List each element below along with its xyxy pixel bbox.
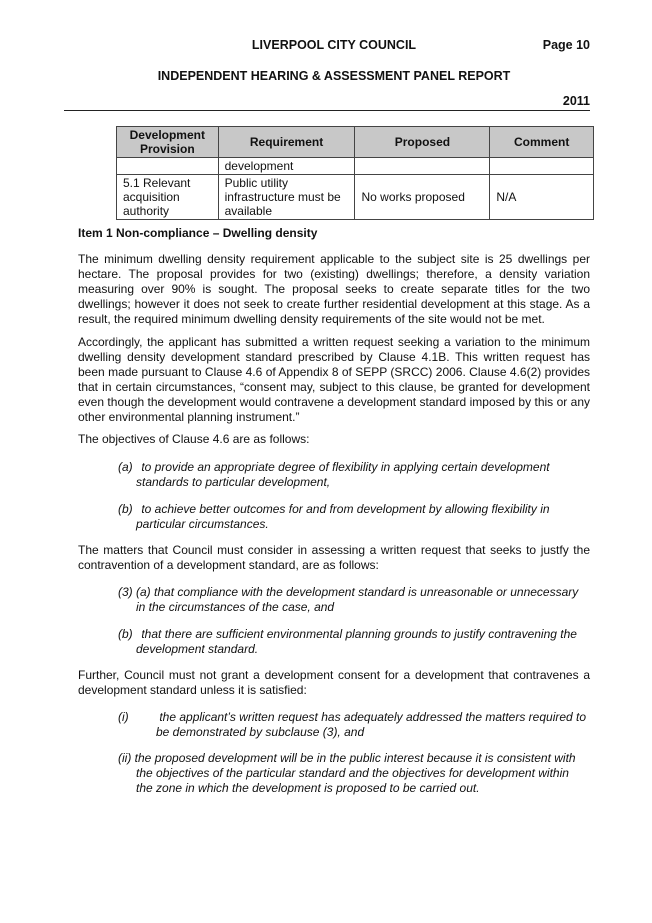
- condition-ii: [118, 751, 590, 796]
- table-row: [117, 158, 594, 175]
- objective-b-text-1: to achieve better outcomes for and from development by allowing flexibility in: [141, 502, 550, 516]
- table-header-row: [117, 127, 594, 158]
- condition-ii-text-1: the proposed development will be in the public interest because it is consistent with: [134, 751, 576, 765]
- objective-b-label: (b): [118, 502, 133, 516]
- provisions-table: [116, 126, 594, 220]
- cell-proposed: [355, 158, 490, 175]
- item-heading: Item 1 Non-compliance – Dwelling density: [78, 226, 318, 240]
- cell-provision: [117, 158, 219, 175]
- condition-ii-label: (ii): [118, 751, 132, 765]
- report-year: 2011: [562, 94, 590, 108]
- objective-a-text-2: standards to particular development,: [136, 475, 331, 489]
- paragraph-variation-request: Accordingly, the applicant has submitted a written request seeking a variation to the minimum dwelling density development standard prescribed by Clause 4.1B. This written request has been made pursuant to Clause 4.6 of Appendix 8 of SEPP (SRCC) 2006. Clause 4.6(2) provides that in certain circumstances, “consent may, subject to this clause, be granted for development even though the development would contravene a development standard imposed by this or any other environmental planning instrument.”: [78, 335, 590, 424]
- matter-b-text-2: development standard.: [136, 642, 259, 656]
- cell-comment: N/A: [490, 175, 594, 220]
- condition-i-text-2: be demonstrated by subclause (3), and: [156, 725, 365, 739]
- paragraph-further: Further, Council must not grant a development consent for a development that contravenes a development standard unless it is satisfied:: [78, 668, 590, 697]
- condition-i-text-1: the applicant’s written request has adequately addressed the matters required to: [159, 710, 587, 724]
- paragraph-objectives-intro: The objectives of Clause 4.6 are as follows:: [78, 432, 310, 446]
- page-number: Page 10: [542, 38, 590, 52]
- cell-comment: [490, 158, 594, 175]
- objective-b: [118, 502, 590, 532]
- objective-a-text-1: to provide an appropriate degree of flexibility in applying certain development: [141, 460, 550, 474]
- objective-a: [118, 460, 590, 490]
- page-header: [78, 38, 590, 54]
- matter-b-label: (b): [118, 627, 133, 641]
- paragraph-matters-intro: The matters that Council must consider in assessing a written request that seeks to justfy the contravention of a development standard, are as follows:: [78, 543, 590, 572]
- matter-a-text-2: in the circumstances of the case, and: [136, 600, 335, 614]
- cell-requirement: Public utility infrastructure must be available: [218, 175, 355, 220]
- condition-i-label: (i): [118, 710, 129, 724]
- matter-b: [118, 627, 590, 657]
- objective-b-text-2: particular circumstances.: [136, 517, 269, 531]
- matter-a-text-1: that compliance with the development standard is unreasonable or unnecessary: [154, 585, 579, 599]
- cell-requirement: development: [218, 158, 355, 175]
- condition-ii-text-2: the objectives of the particular standard and the objectives for development within: [136, 766, 569, 780]
- col-header-provision: Development Provision: [117, 127, 219, 158]
- matter-a-label: (3) (a): [118, 585, 151, 599]
- col-header-proposed: Proposed: [355, 127, 490, 158]
- condition-ii-text-3: the zone in which the development is proposed to be carried out.: [136, 781, 480, 795]
- cell-proposed: No works proposed: [355, 175, 490, 220]
- table-row: [117, 175, 594, 220]
- condition-i: [118, 710, 590, 740]
- paragraph-density: The minimum dwelling density requirement applicable to the subject site is 25 dwellings per hectare. The proposal provides for two (existing) dwellings; therefore, a density variation measuring over 90% is sought. The proposal seeks to create separate titles for the two dwellings; however it does not seek to create further residential development at this stage. As a result, the required minimum dwelling density requirements of the site would not be met.: [78, 252, 590, 326]
- cell-provision: 5.1 Relevant acquisition authority: [117, 175, 219, 220]
- col-header-comment: Comment: [490, 127, 594, 158]
- council-name: LIVERPOOL CITY COUNCIL: [251, 38, 417, 52]
- col-header-requirement: Requirement: [218, 127, 355, 158]
- objective-a-label: (a): [118, 460, 133, 474]
- matter-a: [118, 585, 590, 615]
- matter-b-text-1: that there are sufficient environmental planning grounds to justify contravening the: [141, 627, 577, 641]
- report-title: INDEPENDENT HEARING & ASSESSMENT PANEL REPORT: [157, 69, 511, 83]
- header-divider: [64, 110, 590, 111]
